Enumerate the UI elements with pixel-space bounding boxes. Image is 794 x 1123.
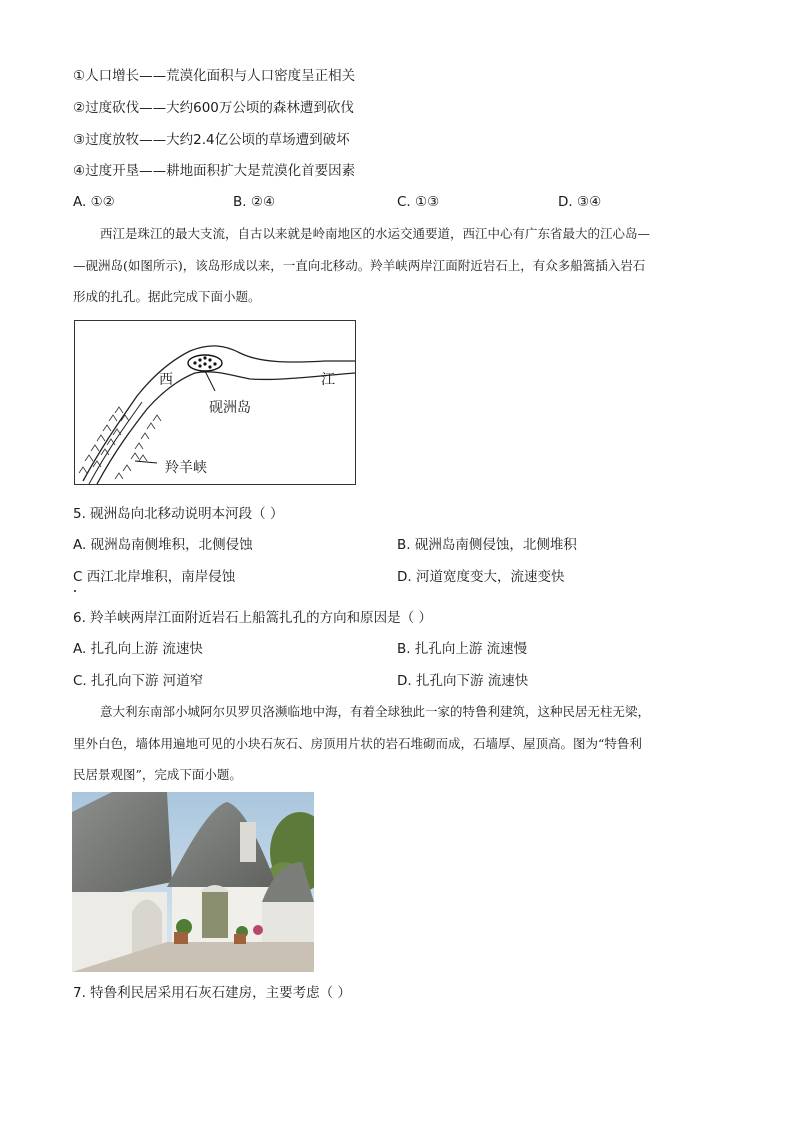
q5-option-b: B. 砚洲岛南侧侵蚀，北侧堆积 (397, 537, 577, 553)
statement-3: ③过度放牧——大约2.4亿公顷的草场遭到破坏 (73, 132, 350, 148)
trulli-photo (72, 792, 314, 972)
q6-option-b: B. 扎孔向上游 流速慢 (397, 641, 528, 657)
map-label-xi: 西 (159, 372, 173, 388)
island-leader-line (205, 371, 215, 391)
q4-option-c: C. ①③ (397, 194, 440, 210)
q5-option-d: D. 河道宽度变大，流速变快 (397, 569, 565, 585)
river-map-figure (74, 320, 356, 485)
map-label-jiang: 江 (321, 372, 335, 388)
passage2-line-2: 里外白色，墙体用遍地可见的小块石灰石、房顶用片状的岩石堆砌而成，石墙厚、屋顶高。图为“特鲁利 (73, 736, 642, 751)
statement-4: ④过度开垦——耕地面积扩大是荒漠化首要因素 (73, 163, 356, 179)
q4-option-a: A. ①② (73, 194, 115, 210)
gorge-leader-line (135, 461, 157, 463)
map-label-island: 砚洲岛 (209, 400, 251, 416)
trulli-photo-svg (72, 792, 314, 972)
passage2-line-1: 意大利东南部小城阿尔贝罗贝洛濒临地中海，有着全球独此一家的特鲁利建筑，这种民居无柱无梁， (100, 704, 651, 719)
q5-stem: 5. 砚洲岛向北移动说明本河段（ ） (73, 506, 284, 522)
q4-option-d: D. ③④ (558, 194, 602, 210)
map-label-gorge: 羚羊峡 (165, 460, 207, 476)
q6-stem: 6. 羚羊峡两岸江面附近岩石上船篙扎孔的方向和原因是（ ） (73, 610, 432, 626)
stray-dot (74, 590, 76, 592)
q6-option-a: A. 扎孔向上游 流速快 (73, 641, 203, 657)
statement-1: ①人口增长——荒漠化面积与人口密度呈正相关 (73, 68, 356, 84)
q7-stem: 7. 特鲁利民居采用石灰石建房，主要考虑（ ） (73, 985, 351, 1001)
passage1-line-3: 形成的扎孔。据此完成下面小题。 (73, 289, 261, 304)
river-channel-line (89, 402, 142, 484)
river-south-bank (97, 372, 355, 484)
mountain-symbols-east (115, 415, 161, 479)
passage2-line-3: 民居景观图”，完成下面小题。 (73, 767, 242, 782)
passage1-line-2: —砚洲岛(如图所示)，该岛形成以来，一直向北移动。羚羊峡两岸江面附近岩石上，有众多船篙插入岩石 (73, 258, 646, 273)
q5-option-a: A. 砚洲岛南侧堆积，北侧侵蚀 (73, 537, 253, 553)
statement-2: ②过度砍伐——大约600万公顷的森林遭到砍伐 (73, 100, 354, 116)
q5-option-c: C 西江北岸堆积，南岸侵蚀 (73, 569, 236, 585)
q4-option-b: B. ②④ (233, 194, 276, 210)
q6-option-d: D. 扎孔向下游 流速快 (397, 673, 529, 689)
mountain-symbols-west (79, 407, 129, 473)
passage1-line-1: 西江是珠江的最大支流，自古以来就是岭南地区的水运交通要道，西江中心有广东省最大的江心岛— (100, 226, 651, 241)
q6-option-c: C. 扎孔向下游 河道窄 (73, 673, 204, 689)
